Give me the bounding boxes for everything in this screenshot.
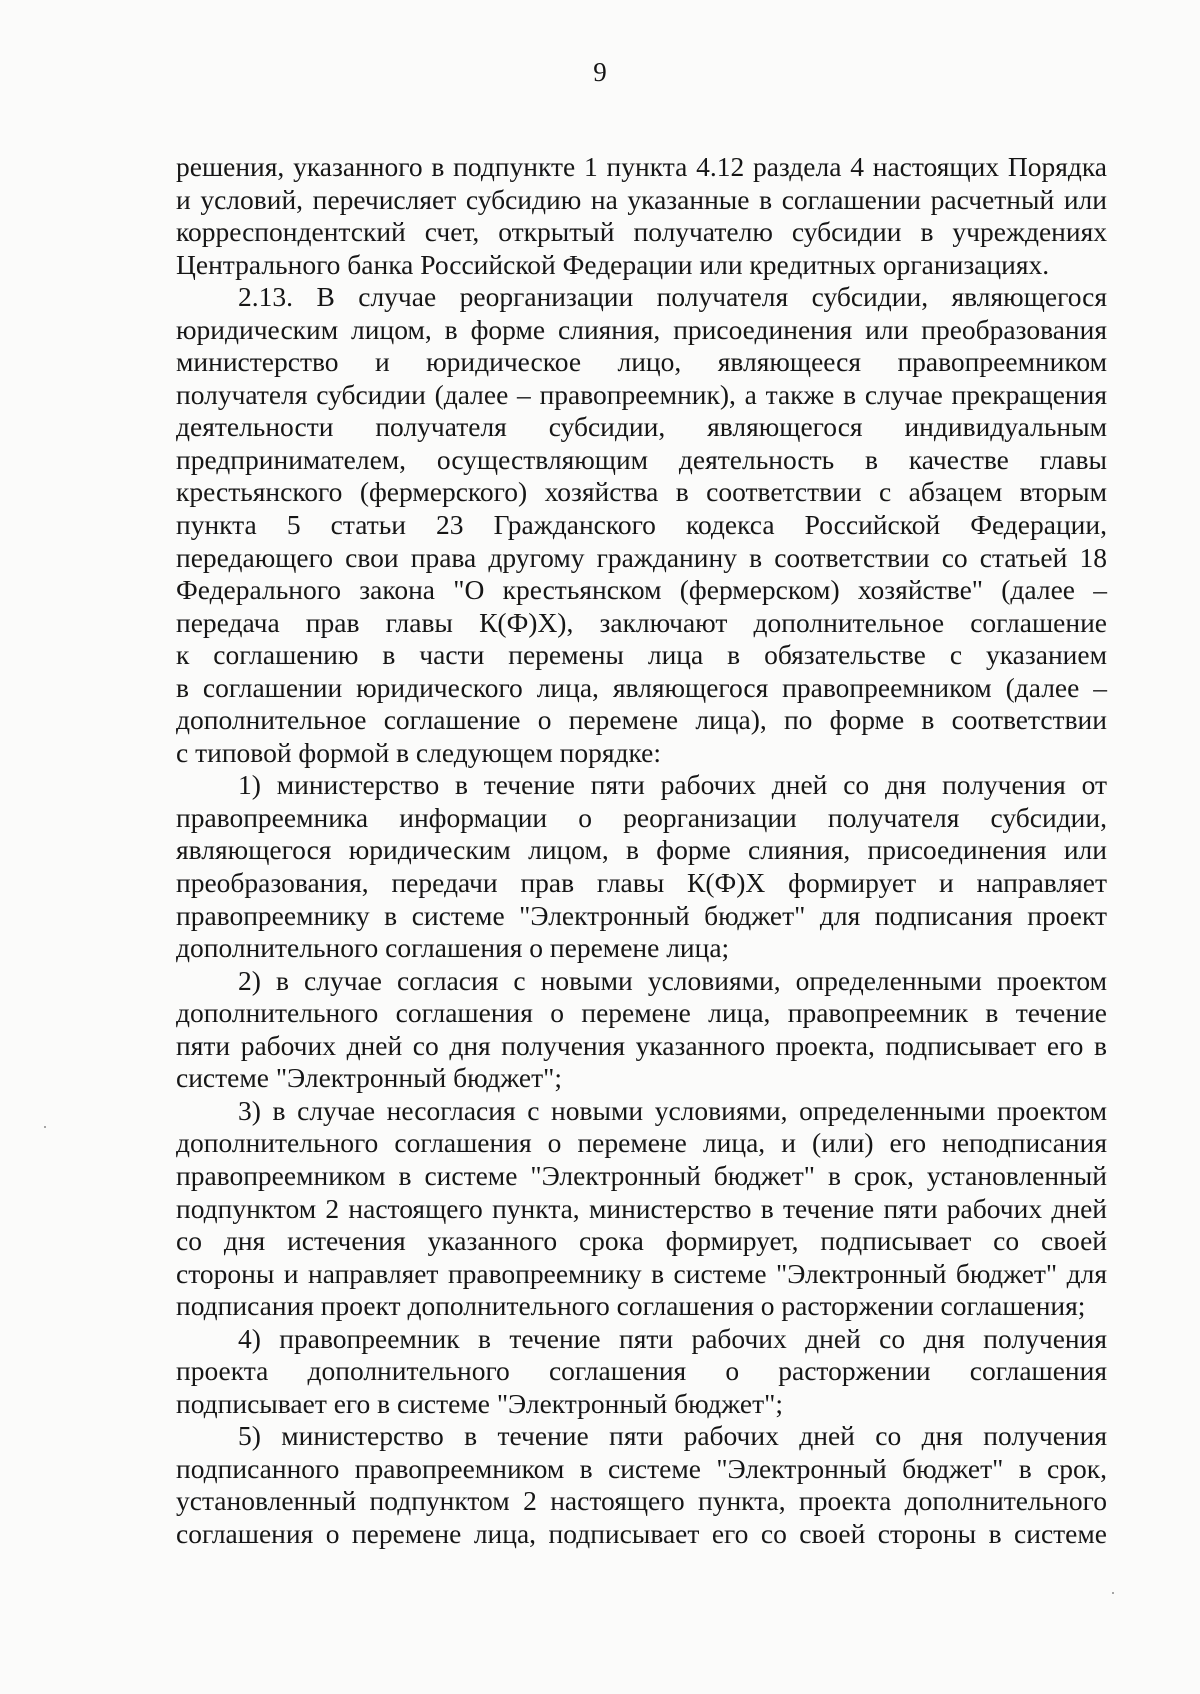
text-line: 4) правопреемник в течение пяти рабочих дней со дня получения [238, 1322, 1107, 1354]
text-line: 2.13. В случае реорганизации получателя субсидии, являющегося [238, 281, 1107, 313]
text-line: и условий, перечисляет субсидию на указанные в соглашении расчетный или [176, 183, 1107, 215]
text-line: Центрального банка Российской Федерации или кредитных организациях. [176, 248, 1050, 280]
text-line: Федерального закона "О крестьянском (фермерском) хозяйстве" (далее – [176, 574, 1107, 606]
text-line: установленный подпунктом 2 настоящего пункта, проекта дополнительного [176, 1485, 1107, 1517]
scan-speck [44, 1126, 46, 1128]
text-line: проекта дополнительного соглашения о расторжении соглашения [176, 1355, 1107, 1387]
list-item-2 [176, 965, 1107, 1095]
text-line: дополнительное соглашение о перемене лица), по форме в соответствии [176, 704, 1107, 736]
text-line: министерство и юридическое лицо, являющееся правопреемником [176, 346, 1107, 378]
text-line: стороны и направляет правопреемнику в системе "Электронный бюджет" для [176, 1257, 1107, 1289]
paragraph-continuation [176, 151, 1107, 281]
text-line: подписания проект дополнительного соглашения о расторжении соглашения; [176, 1290, 1086, 1322]
page-number: 9 [593, 57, 607, 87]
text-line: в соглашении юридического лица, являющегося правопреемником (далее – [176, 671, 1107, 703]
list-item-5 [176, 1420, 1107, 1550]
text-line: правопреемнику в системе "Электронный бюджет" для подписания проект [176, 899, 1107, 931]
list-item-1 [176, 769, 1107, 964]
text-line: с типовой формой в следующем порядке: [176, 736, 662, 768]
text-line: пункта 5 статьи 23 Гражданского кодекса Российской Федерации, [176, 509, 1107, 541]
text-line: пяти рабочих дней со дня получения указанного проекта, подписывает его в [176, 1029, 1107, 1061]
text-line: правопреемником в системе "Электронный бюджет" в срок, установленный [176, 1159, 1107, 1191]
paragraph-2-13 [176, 281, 1107, 769]
text-line: 2) в случае согласия с новыми условиями, определенными проектом [238, 964, 1107, 996]
scan-speck [1112, 1592, 1114, 1594]
text-line: к соглашению в части перемены лица в обязательстве с указанием [176, 639, 1107, 671]
text-line: со дня истечения указанного срока формирует, подписывает со своей [176, 1225, 1107, 1257]
text-line: получателя субсидии (далее – правопреемник), а также в случае прекращения [176, 378, 1107, 410]
text-line: крестьянского (фермерского) хозяйства в соответствии с абзацем вторым [176, 476, 1107, 508]
text-line: юридическим лицом, в форме слияния, присоединения или преобразования [176, 313, 1107, 345]
list-item-4 [176, 1323, 1107, 1421]
list-item-3 [176, 1095, 1107, 1323]
text-line: 1) министерство в течение пяти рабочих дней со дня получения от [238, 769, 1107, 801]
text-line: 5) министерство в течение пяти рабочих дней со дня получения [238, 1420, 1107, 1452]
text-line: передача прав главы К(Ф)Х), заключают дополнительное соглашение [176, 606, 1107, 638]
text-line: дополнительного соглашения о перемене лица, и (или) его неподписания [176, 1127, 1107, 1159]
text-line: системе "Электронный бюджет"; [176, 1062, 562, 1094]
text-line: деятельности получателя субсидии, являющегося индивидуальным [176, 411, 1107, 443]
text-line: решения, указанного в подпункте 1 пункта 4.12 раздела 4 настоящих Порядка [176, 151, 1107, 182]
text-line: подписанного правопреемником в системе "Электронный бюджет" в срок, [176, 1452, 1107, 1484]
body-text [176, 151, 1107, 1551]
text-line: правопреемника информации о реорганизации получателя субсидии, [176, 801, 1107, 833]
text-line: подпунктом 2 настоящего пункта, министерство в течение пяти рабочих дней [176, 1192, 1107, 1224]
text-line: дополнительного соглашения о перемене лица, правопреемник в течение [176, 997, 1107, 1029]
text-line: дополнительного соглашения о перемене лица; [176, 932, 730, 964]
text-line: соглашения о перемене лица, подписывает его со своей стороны в системе [176, 1517, 1107, 1549]
text-line: являющегося юридическим лицом, в форме слияния, присоединения или [176, 834, 1107, 866]
text-line: предпринимателем, осуществляющим деятельность в качестве главы [176, 443, 1107, 475]
text-line: корреспондентский счет, открытый получателю субсидии в учреждениях [176, 216, 1107, 248]
text-line: передающего свои права другому гражданину в соответствии со статьей 18 [176, 541, 1107, 573]
text-line: подписывает его в системе "Электронный бюджет"; [176, 1387, 783, 1419]
text-line: преобразования, передачи прав главы К(Ф)Х формирует и направляет [176, 867, 1107, 899]
text-line: 3) в случае несогласия с новыми условиями, определенными проектом [238, 1094, 1107, 1126]
